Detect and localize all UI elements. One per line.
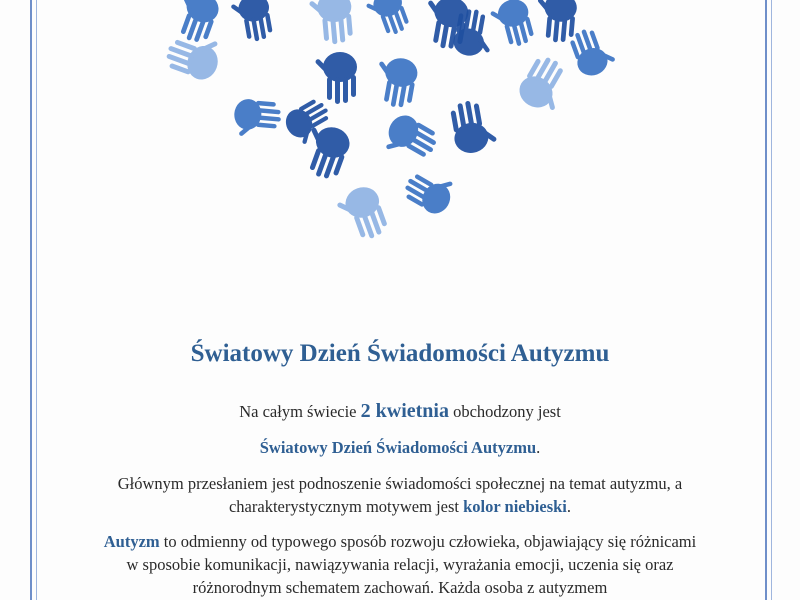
- intro-before: Na całym świecie: [239, 402, 361, 421]
- handprint-icon: [168, 0, 223, 46]
- day-name-end: .: [536, 438, 541, 457]
- handprint-icon: [514, 51, 577, 117]
- handprint-icon: [333, 183, 391, 246]
- handprint-icon: [379, 110, 442, 170]
- handprint-icon: [400, 162, 460, 219]
- day-name-paragraph: [98, 436, 702, 459]
- autism-text: to odmienny od typowego sposób rozwoju człowieka, objawiający się różnicami w sposobie komunikacji, nawiązywania relacji, wyrażania emocji, uczenia się oraz różnorodnym schematem zachowań. Każda osoba z autyzmem: [126, 532, 697, 597]
- autism-definition-paragraph: [98, 530, 702, 599]
- handprint-icon: [162, 26, 225, 84]
- purpose-paragraph: [98, 472, 702, 518]
- handprint-icon: [229, 0, 275, 45]
- page-title: Światowy Dzień Świadomości Autyzmu: [190, 340, 610, 367]
- purpose-end: .: [566, 497, 572, 516]
- intro-paragraph: [98, 400, 702, 423]
- handprint-icon: [315, 52, 357, 104]
- handprint-icon: [308, 0, 355, 46]
- handprint-icon: [448, 97, 499, 156]
- handprint-icon: [567, 23, 619, 80]
- handprint-icon: [487, 0, 536, 51]
- handprint-heart-illustration: [0, 0, 800, 270]
- purpose-before: Głównym przesłaniem jest podnoszenie świadomości społecznej na temat autyzmu, a charakterystycznym motywem jest: [117, 474, 683, 516]
- intro-after: obchodzony jest: [448, 402, 561, 421]
- handprint-icon: [232, 98, 282, 140]
- day-name: Światowy Dzień Świadomości Autyzmu: [259, 438, 537, 457]
- handprint-icon: [371, 54, 419, 110]
- purpose-highlight: kolor niebieski: [463, 497, 567, 516]
- handprint-icon: [363, 0, 412, 41]
- intro-date: 2 kwietnia: [360, 400, 449, 422]
- autism-term: Autyzm: [103, 532, 160, 551]
- handprint-icon: [533, 0, 578, 44]
